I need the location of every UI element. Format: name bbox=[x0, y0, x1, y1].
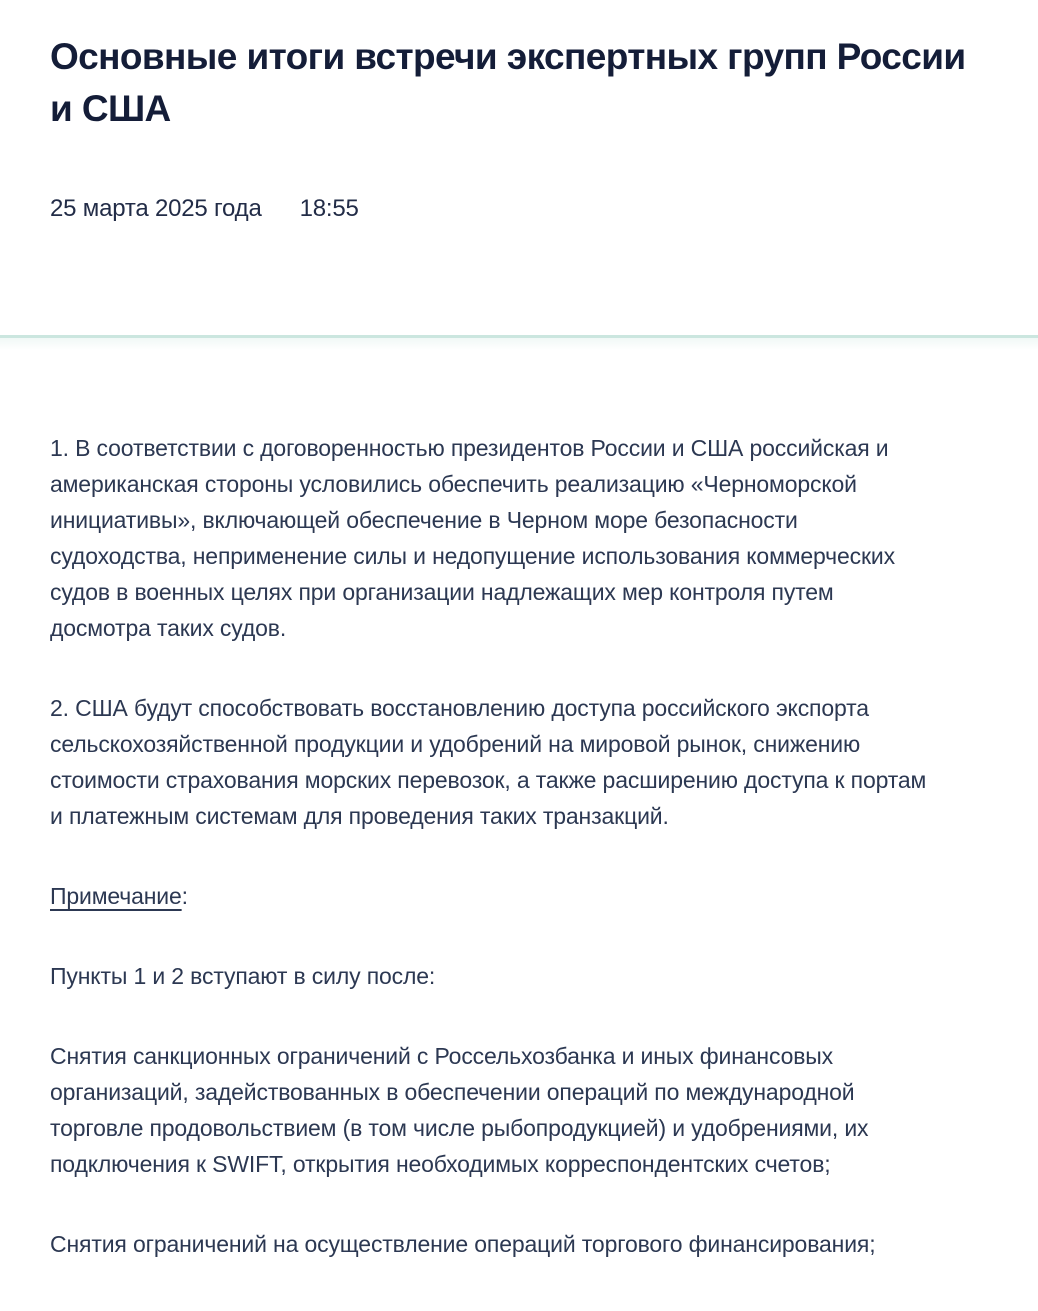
article-paragraph-1: 1. В соответствии с договоренностью президентов России и США российская и американская стороны условились обеспечить реализацию «Черноморской инициативы», включающей обеспечение в Черном море безопасности судоходства, неприменение силы и недопущение использования коммерческих судов в военных целях при организации надлежащих мер контроля путем досмотра таких судов. bbox=[50, 435, 895, 641]
note-colon: : bbox=[181, 883, 188, 909]
article-page bbox=[0, 31, 1038, 1311]
publish-date: 25 марта 2025 года bbox=[50, 195, 262, 222]
page-title bbox=[50, 31, 966, 135]
publish-time: 18:55 bbox=[299, 195, 359, 222]
article-paragraph-4: Пункты 1 и 2 вступают в силу после: bbox=[50, 963, 436, 989]
page-title-line-1: Основные итоги встречи экспертных групп России bbox=[50, 36, 966, 77]
article-paragraph-2: 2. США будут способствовать восстановлению доступа российского экспорта сельскохозяйственной продукции и удобрений на мировой рынок, снижению стоимости страхования морских перевозок, а также расширению доступа к портам и платежным системам для проведения таких транзакций. bbox=[50, 695, 927, 829]
article-note-heading bbox=[50, 878, 938, 914]
content-divider bbox=[0, 335, 1038, 338]
article-paragraph-6: Снятия ограничений на осуществление операций торгового финансирования; bbox=[50, 1231, 876, 1257]
page-title-line-2: и США bbox=[50, 88, 171, 129]
article-body bbox=[50, 430, 938, 1262]
publish-meta bbox=[50, 195, 966, 223]
article-paragraph-5: Снятия санкционных ограничений с Россельхозбанка и иных финансовых организаций, задействованных в обеспечении операций по международной торговле продовольствием (в том числе рыбопродукцией) и удобрениями, их подключения к SWIFT, открытия необходимых корреспондентских счетов; bbox=[50, 1043, 869, 1177]
note-label: Примечание bbox=[50, 883, 182, 909]
